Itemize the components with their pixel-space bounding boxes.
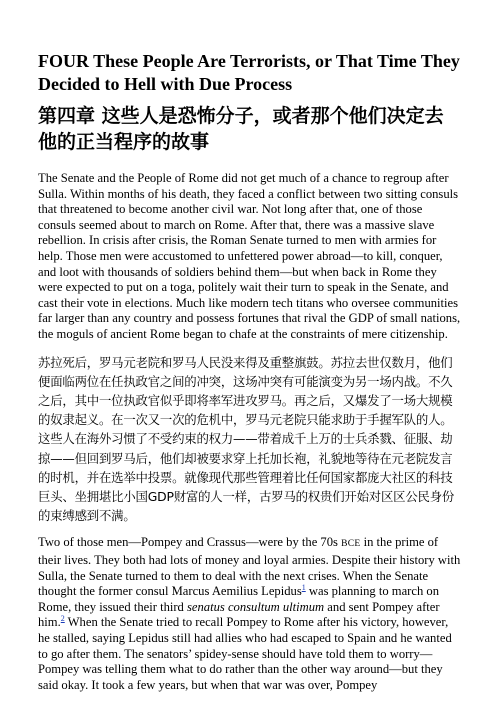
paragraph-1-english: The Senate and the People of Rome did not get much of a chance to regroup after Sulla. Within months of his death, they faced a conflict between two sitting consuls that threatened to become another civil war. Not long after that, one of those consuls seemed about to march on Rome. After that, there was a massive slave rebellion. In crisis after crisis, the Roman Senate turned to men with armies for help. Those men were accustomed to unfettered power abroad—to kill, conquer, and loot with thousands of soldiers behind them—but when back in Rome they were expected to put on a toga, politely wait their turn to speak in the Senate, and cast their vote in elections. Much like modern tech titans who oversee communities far larger than any country and possess fortunes that rival the GDP of small nations, the moguls of ancient Rome began to chafe at the constraints of mere citizenship. — [38, 171, 461, 341]
footnote-link-1[interactable]: 1 — [301, 582, 306, 592]
paragraph-2-text-a: Two of those men—Pompey and Crassus—were by the 70s — [38, 535, 342, 550]
paragraph-2-text-d: and sent Pompey after him. — [38, 599, 440, 630]
paragraph-2-text-e: When the Senate tried to recall Pompey to Rome after his victory, however, he stalled, saying Lepidus still had allies who had escaped to Spain and he wanted to go after them. The senators’ spidey-sense should have told them to worry—Pompey was telling them what to do rather than the other way around—but they said okay. It took a few years, but when that war was over, Pompey — [38, 615, 452, 692]
latin-term: senatus consultum ultimum — [187, 599, 325, 614]
paragraph-1-chinese: 苏拉死后，罗马元老院和罗马人民没来得及重整旗鼓。苏拉去世仅数月，他们便面临两位在任执政官之间的冲突，这场冲突有可能演变为另一场内战。不久之后，其中一位执政官似乎即将率军进攻罗马。再之后，又爆发了一场大规模的奴隶起义。在一次又一次的危机中，罗马元老院只能求助于手握军队的人。这些人在海外习惯了不受约束的权力——带着成千上万的士兵杀戮、征服、劫掠——但回到罗马后，他们却被要求穿上托加长袍，礼貌地等待在元老院发言的时机，并在选举中投票。就像现代那些管理着比任何国家都庞大社区的科技巨头、坐拥堪比小国GDP财富的人一样，古罗马的权贵们开始对区区公民身份的束缚感到不满。 — [38, 354, 455, 524]
chapter-title-chinese: 第四章 这些人是恐怖分子，或者那个他们决定去他的正当程序的故事 — [38, 105, 444, 153]
bce-abbreviation: BCE — [341, 539, 361, 550]
chapter-title-english: FOUR These People Are Terrorists, or That Time They Decided to Hell with Due Process — [38, 51, 460, 94]
page — [38, 50, 462, 703]
paragraph-2-text-c: was planning to march on Rome, they issued their third — [38, 584, 439, 614]
paragraph-2-english — [38, 535, 462, 693]
paragraph-2-text-b: in the prime of their lives. They both had lots of money and loyal armies. Despite their history with Sulla, the Senate turned to them to deal with the next crises. When the Senate thought the former consul Marcus Aemilius Lepidus — [38, 535, 461, 599]
footnote-link-2[interactable]: 2 — [60, 614, 65, 624]
